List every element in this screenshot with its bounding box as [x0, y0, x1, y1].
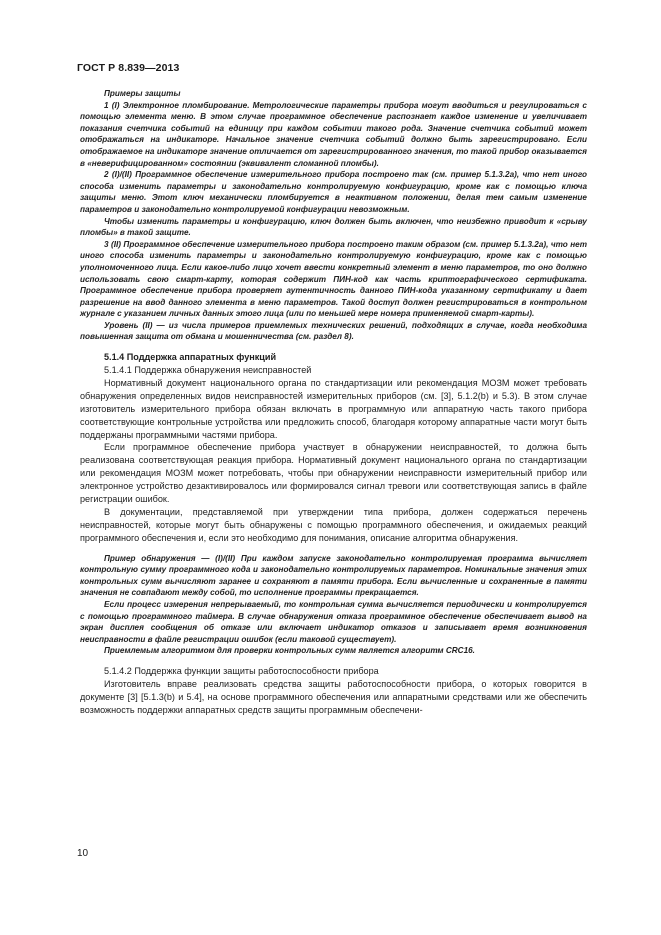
- example-paragraph: 1 (I) Электронное пломбирование. Метрологические параметры прибора могут вводиться и регулироваться с помощью элемента меню. В этом случае программное обеспечение распознает каждое изменение и увеличивает показания счетчика событий на единицу при каждом событии такого рода. Значение счетчика событий может отображаться на индикаторе. Начальное значение счетчика событий должно быть зарегистрировано. Если отображаемое на индикаторе значение отличается от зарегистрированного значения, то такой прибор оказывается в «неверифицированном» состоянии (эквивалент сломанной пломбы).: [80, 100, 587, 168]
- example-paragraph: 2 (I)/(II) Программное обеспечение измерительного прибора построено так (см. пример 5.1.3.2а), что нет иного способа изменить параметры и законодательно контролируемую конфигурацию, кроме как с помощью ключа защиты меню. Этот ключ механически пломбируется в неактивном положении, делая тем самым изменение параметров и законодательно контролируемой конфигурации невозможным.: [80, 170, 587, 214]
- section-5-1-4-2: [80, 665, 587, 717]
- example-paragraph: 3 (II) Программное обеспечение измерительного прибора построено таким образом (см. пример 5.1.3.2а), что нет иного способа изменить параметры и законодательно контролируемую конфигурацию, кроме как с помощью уполномоченного лица. Если какое-либо лицо хочет ввести конкретный элемент в меню параметров, то оно должно использовать свою смарт-карту, которая содержит ПИН-код как часть криптографического сертификата. Программное обеспечение прибора проверяет аутентичность данного ПИН-кода указанному сертификату и дает разрешение на ввод данного элемента в меню параметров. Такой доступ должен регистрироваться в контрольном журнале с указанием личных данных этого лица (или по меньшей мере номера применяемой смарт-карты).: [80, 239, 587, 319]
- example-paragraph: Если процесс измерения непрерываемый, то контрольная сумма вычисляется периодически и контролируется с помощью программного таймера. В случае обнаружения отказа программное обеспечение обеспечивает вывод на экран дисплея сообщения об отказе или включает индикатор отказов и записывает время возникновения неисправности в файле регистрации ошибок (если таковой существует).: [80, 600, 587, 644]
- body-paragraph: Изготовитель вправе реализовать средства защиты работоспособности прибора, о которых говорится в документе [3] [5.1.3(b) и 5.4], на основе программного обеспечения или аппаратными средствами или же обеспечить возможность поддержки аппаратных средств защиты программным обеспечени-: [80, 678, 587, 715]
- subsection-title: 5.1.4.2 Поддержка функции защиты работоспособности прибора: [104, 666, 379, 676]
- example-paragraph: Пример обнаружения — (I)/(II) При каждом запуске законодательно контролируемая программа вычисляет контрольную сумму программного кода и законодательно контролируемых параметров. Номинальные значения этих контрольных сумм вычисляют заранее и сохраняют в памяти прибора. Если вычисленные и сохраненные в памяти значения не совпадают между собой, то исполнение программы прекращается.: [80, 553, 587, 598]
- examples-block-1: [80, 88, 587, 343]
- body-paragraph: В документации, представляемой при утверждении типа прибора, должен содержаться перечень неисправностей, которые могут быть обнаружены с помощью программного обеспечения, и ожидаемых реакций программного обеспечения и, если это необходимо для понимания, описание алгоритма обнаружения.: [80, 506, 587, 543]
- standard-header: ГОСТ Р 8.839—2013: [77, 62, 180, 74]
- body-paragraph: Если программное обеспечение прибора участвует в обнаружении неисправностей, то должна быть реализована соответствующая реакция прибора. Нормативный документ национального органа по стандартизации или рекомендация МОЗМ может потребовать, чтобы при обнаружении неисправности измерительный прибор или электронное устройство дезактивировалось или формировался сигнал тревоги или соответствующая запись в файле регистрации ошибок.: [80, 442, 587, 505]
- examples-heading: Примеры защиты: [104, 89, 181, 98]
- section-title: 5.1.4 Поддержка аппаратных функций: [104, 352, 277, 363]
- example-paragraph: Уровень (II) — из числа примеров приемлемых технических решений, подходящих в случае, когда необходима повышенная защита от обмана и мошенничества (см. раздел 8).: [80, 320, 587, 342]
- page-number: 10: [77, 848, 89, 859]
- document-body: [80, 88, 587, 717]
- section-5-1-4: [80, 351, 587, 545]
- example-paragraph: Чтобы изменить параметры и конфигурацию, ключ должен быть включен, что неизбежно приводит к «срыву пломбы» в такой защите.: [80, 216, 587, 238]
- subsection-title: 5.1.4.1 Поддержка обнаружения неисправностей: [104, 364, 312, 375]
- body-paragraph: Нормативный документ национального органа по стандартизации или рекомендация МОЗМ может требовать обнаружения определенных видов неисправностей измерительных приборов (см. [3], 5.1.2(b) и 5.3). В этом случае изготовитель измерительного прибора обязан включать в программную или аппаратную часть такого прибора соответствующие контрольные устройства или предложить способ, благодаря которому аппаратные части могут быть поддержаны программными частями прибора.: [80, 377, 587, 440]
- example-paragraph: Приемлемым алгоритмом для проверки контрольных сумм является алгоритм CRC16.: [104, 646, 475, 656]
- examples-block-2: [80, 553, 587, 657]
